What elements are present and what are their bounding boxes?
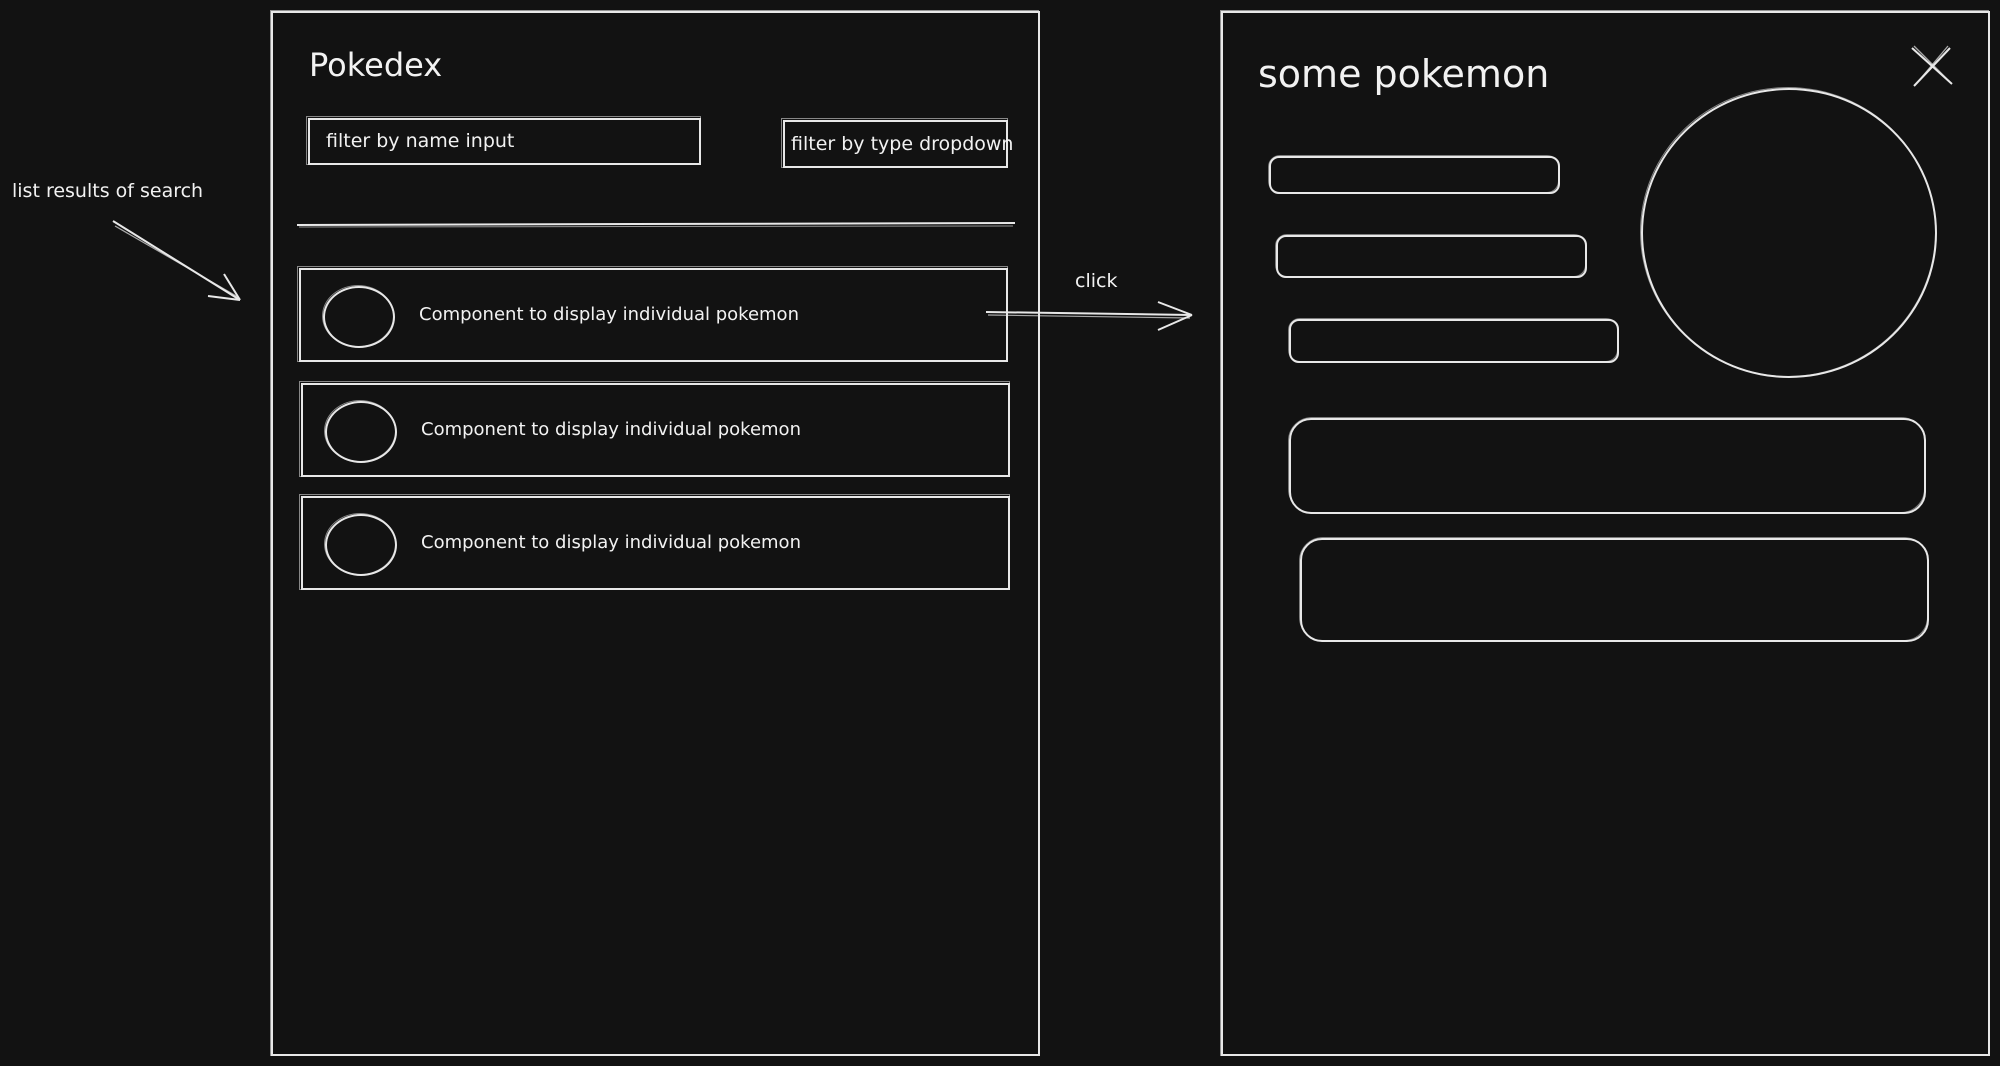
detail-section-1 [1289, 418, 1926, 514]
list-item-label: Component to display individual pokemon [421, 419, 801, 440]
pokemon-avatar-icon [325, 401, 397, 463]
list-item[interactable] [301, 496, 1010, 590]
close-icon[interactable] [1908, 44, 1956, 88]
name-filter-input[interactable] [308, 118, 701, 165]
list-item[interactable] [301, 383, 1010, 477]
pokemon-image-icon [1641, 88, 1937, 378]
annotation-list-results: list results of search [12, 180, 204, 202]
list-item-label: Component to display individual pokemon [421, 532, 801, 553]
detail-section-2 [1300, 538, 1929, 642]
annotation-click: click [1075, 270, 1118, 292]
detail-field-1 [1269, 156, 1560, 194]
list-item[interactable] [299, 268, 1008, 362]
type-filter-dropdown[interactable] [783, 120, 1014, 168]
pokemon-avatar-icon [323, 286, 395, 348]
detail-field-3 [1289, 319, 1619, 363]
name-filter-placeholder: filter by name input [326, 130, 515, 152]
detail-title: some pokemon [1258, 52, 1550, 96]
list-item-label: Component to display individual pokemon [419, 304, 799, 325]
page-title: Pokedex [309, 46, 443, 84]
detail-field-2 [1276, 235, 1587, 278]
pokemon-avatar-icon [325, 514, 397, 576]
type-filter-label: filter by type dropdown [791, 133, 1014, 155]
